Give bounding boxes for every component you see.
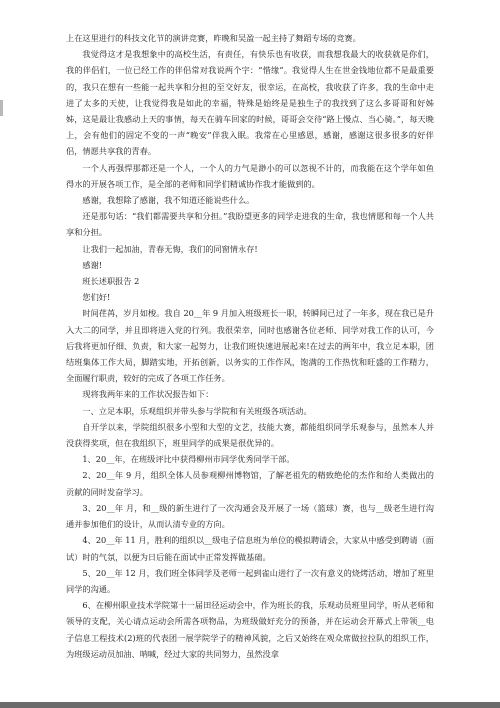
section-heading: 班长述职报告 2 [82, 276, 140, 287]
bottom-scroll-strip[interactable] [0, 702, 500, 708]
paragraph: 还是那句话：“我们都需要共享和分担。”我盼望更多的同学走进我的生命，我也情愿和每一个人共享和分担。 [66, 211, 434, 238]
list-item: 4、20__年 11 月，胜利的组织以__级电子信息班为单位的模拟聘请会，大家从中感受到聘请（面试）时的气氛，以便为日后能在面试中正常发挥做基础。 [66, 535, 434, 562]
paragraph: 现将我两年来的工作状况报告如下： [82, 389, 214, 400]
page-edge-marker [0, 100, 3, 116]
list-item: 2、20__年 9 月，组织全体人员参观柳州博物馆，了解老祖先的精致绝伦的杰作和给人类做出的贡献的同时发奋学习。 [66, 470, 434, 497]
paragraph: 我觉得这才是我想象中的高校生活，有责任，有快乐也有收获，而我想我最大的收获就是你们，我的伴侣们，一位已经工作的伴侣常对我说两个字：“惜缘”。我觉得人生在世金钱地位都不是最重要的，我只在想有一些能一起共享和分担的至交好友，很幸运，在高校，我收获了许多，我的生命中走进了太多的天使，让我觉得我是如此的幸福，特殊是始终是是独生子的我找到了这么多哥哥和好姊姊，这是最让我感动上天的事情，每天在骑车回家的时候，哥哥会交待“路上慢点、当心骑。”，每天晚上，会有他们的固定不变的一声“晚安”伴我入眠。我常在心里感恩，感谢，感谢这很多很多的好伴侣，情愿共享我的青春。 [66, 49, 434, 157]
paragraph: 感谢，我想除了感谢，我不知道还能说些什么。 [82, 195, 255, 206]
paragraph: 自开学以来，学院组织很多小型和大型的文艺，技能大赛，都能组织同学乐观参与，虽然本人并没获得奖项，但在我组织下，班里同学的成果是很优异的。 [66, 421, 434, 449]
subsection-heading: 一、立足本职，乐观组织并带头参与学院和有关班级各项活动。 [82, 405, 312, 416]
paragraph: 让我们一起加油，青春无悔，我们的同窗情永存! [82, 243, 258, 254]
paragraph: 一个人再强悍那都还是一个人，一个人的力气是渺小的可以忽视不计的，而我能在这个学年如鱼得水的开展各项工作，是全部的老师和同学们精诚协作我才能做到的。 [66, 162, 434, 189]
closing-line: 感谢! [82, 259, 103, 270]
paragraph: 时间荏苒，岁月如梭。我自 20__年 9 月加入班级班长一职，转瞬间已过了一年多，现在我已是升入大二的同学，并且即将进入党的行列。我很荣幸，同时也感谢各位老师、同学对我工作的认可，今后我将更加仔细、负责，和大家一起努力，让我们班快速进展起来!在过去的两年中，我立足本职，团结班集体工作大局，脚踏实地，开拓创新，以务实的工作作风，饱满的工作热忱和旺盛的工作精力，全面履行职责，较好的完成了各项工作任务。 [66, 308, 434, 384]
text-line: 上在这里进行的科技文化节的演讲竞赛，昨晚和吴盈一起主持了舞蹈专场的竞赛。 [66, 33, 361, 43]
list-item: 1、20__年，在班级评比中获得柳州市同学优秀同学干部。 [82, 454, 295, 465]
list-item: 3、20__年 月，和__级的新生进行了一次沟通会及开展了一场（篮球）赛，也与__级老生进行沟通并参加他们的设计，从而认清专业的方向。 [66, 502, 434, 530]
list-item: 6、在柳州职业技术学院第十一届田径运动会中，作为班长的我，乐观动员班里同学，听从老师和领导的支配，关心请点运动会所需各项物品，为班级做好充分的预备，并在运动会开幕式上带领__电子信息工程技术(2)班的代表团一展学院学子的精神风貌，之后又始终在观众席做拉拉队的组织工作，为班级运动员加油、呐喊，经过大家的共同努力，虽然没拿 [66, 600, 434, 659]
list-item: 5、20__年 12 月，我们班全体同学及老师一起到雀山进行了一次有意义的烧烤活动，增加了班里同学的沟通。 [66, 567, 434, 594]
salutation: 您们好! [82, 292, 111, 303]
